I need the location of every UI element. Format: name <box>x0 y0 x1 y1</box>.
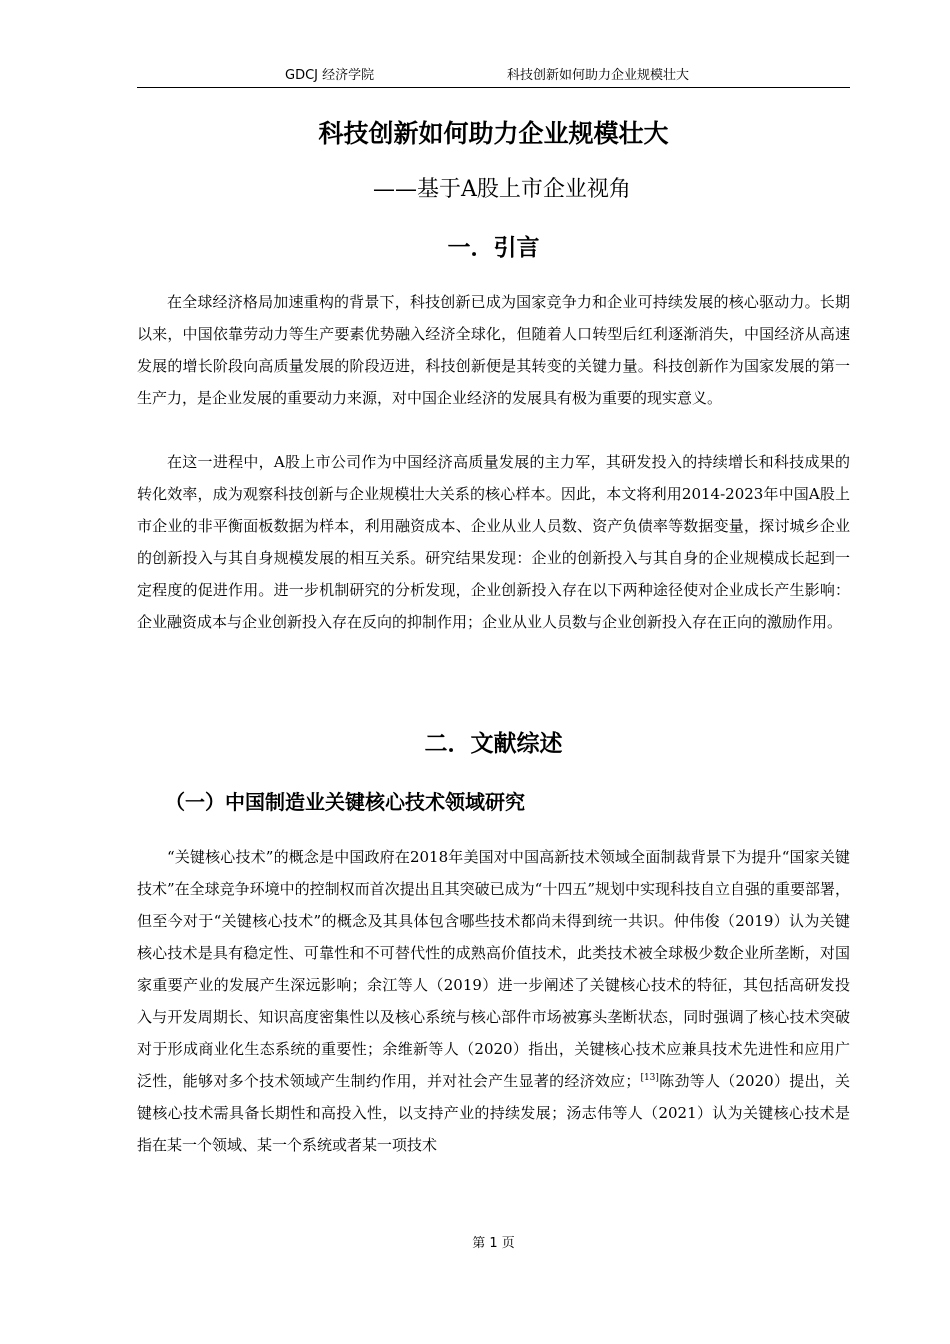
review-paragraph-1 <box>137 841 850 1161</box>
paper-title: 科技创新如何助力企业规模壮大 <box>318 119 669 148</box>
intro-paragraph-2: 在这一进程中，A股上市公司作为中国经济高质量发展的主力军，其研发投入的持续增长和科技成果的转化效率，成为观察科技创新与企业规模壮大关系的核心样本。因此，本文将利用2014-2023年中国A股上市企业的非平衡面板数据为样本，利用融资成本、企业从业人员数、资产负债率等数据变量，探讨城乡企业的创新投入与其自身规模发展的相互关系。研究结果发现：企业的创新投入与其自身的企业规模成长起到一定程度的促进作用。进一步机制研究的分析发现，企业创新投入存在以下两种途径使对企业成长产生影响：企业融资成本与企业创新投入存在反向的抑制作用；企业从业人员数与企业创新投入存在正向的激励作用。 <box>137 453 850 631</box>
page-number: 第 1 页 <box>472 1236 515 1251</box>
header-divider <box>137 87 850 88</box>
page-header <box>137 66 850 86</box>
section-heading-introduction: 一．引言 <box>447 235 540 261</box>
subsection-heading-key-core-tech: （一）中国制造业关键核心技术领域研究 <box>165 790 525 814</box>
citation-13: [13] <box>640 1073 659 1083</box>
intro-paragraph-1: 在全球经济格局加速重构的背景下，科技创新已成为国家竞争力和企业可持续发展的核心驱动力。长期以来，中国依靠劳动力等生产要素优势融入经济全球化，但随着人口转型后红利逐渐消失，中国经济从高速发展的增长阶段向高质量发展的阶段迈进，科技创新便是其转变的关键力量。科技创新作为国家发展的第一生产力，是企业发展的重要动力来源，对中国企业经济的发展具有极为重要的现实意义。 <box>137 293 850 407</box>
header-school: GDCJ 经济学院 <box>285 68 375 83</box>
section-heading-literature-review: 二．文献综述 <box>424 731 563 757</box>
header-paper-title: 科技创新如何助力企业规模壮大 <box>507 68 690 83</box>
paper-subtitle: ——基于A股上市企业视角 <box>373 177 631 202</box>
review-paragraph-1-text-b: 陈劲等人（2020）提出，关键核心技术需具备长期性和高投入性，以支持产业的持续发展；汤志伟等人（2021）认为关键核心技术是指在某一个领域、某一个系统或者某一项技术 <box>137 1072 850 1154</box>
review-paragraph-1-text-a: “关键核心技术”的概念是中国政府在2018年美国对中国高新技术领域全面制裁背景下为提升“国家关键技术”在全球竞争环境中的控制权而首次提出且其突破已成为“十四五”规划中实现科技自立自强的重要部署，但至今对于“关键核心技术”的概念及其具体包含哪些技术都尚未得到统一共识。仲伟俊（2019）认为关键核心技术是具有稳定性、可靠性和不可替代性的成熟高价值技术，此类技术被全球极少数企业所垄断，对国家重要产业的发展产生深远影响；余江等人（2019）进一步阐述了关键核心技术的特征，其包括高研发投入与开发周期长、知识高度密集性以及核心系统与核心部件市场被寡头垄断状态，同时强调了核心技术突破对于形成商业化生态系统的重要性；余维新等人（2020）指出，关键核心技术应兼具技术先进性和应用广泛性，能够对多个技术领域产生制约作用，并对社会产生显著的经济效应； <box>137 848 851 1090</box>
